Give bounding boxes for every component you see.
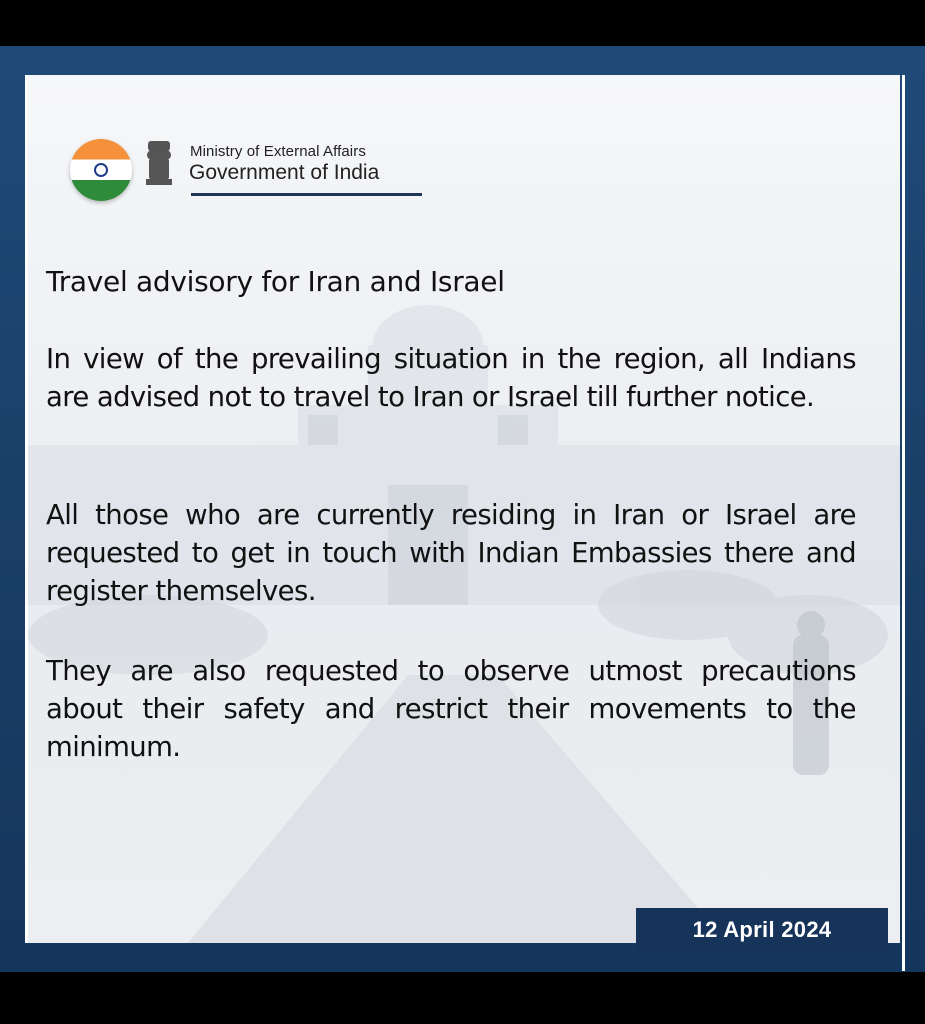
- right-divider: [902, 75, 905, 971]
- ministry-name: Ministry of External Affairs: [190, 143, 366, 160]
- advisory-card: [28, 75, 900, 943]
- ministry-header: [70, 137, 470, 207]
- government-name: Government of India: [189, 161, 380, 184]
- advisory-paragraph: In view of the prevailing situation in the region, all Indians are advised not to travel to Iran or Israel till further notice.: [46, 343, 856, 413]
- header-underline: [191, 193, 422, 196]
- advisory-paragraph: All those who are currently residing in Iran or Israel are requested to get in touch with Indian Embassies there and register themselves.: [46, 499, 856, 607]
- date-badge: 12 April 2024: [636, 908, 888, 952]
- advisory-title: Travel advisory for Iran and Israel: [46, 265, 505, 298]
- state-emblem-icon: [142, 137, 176, 203]
- advisory-paragraph: They are also requested to observe utmost precautions about their safety and restrict their movements to the minimum.: [46, 655, 856, 763]
- india-flag-icon: [70, 139, 132, 201]
